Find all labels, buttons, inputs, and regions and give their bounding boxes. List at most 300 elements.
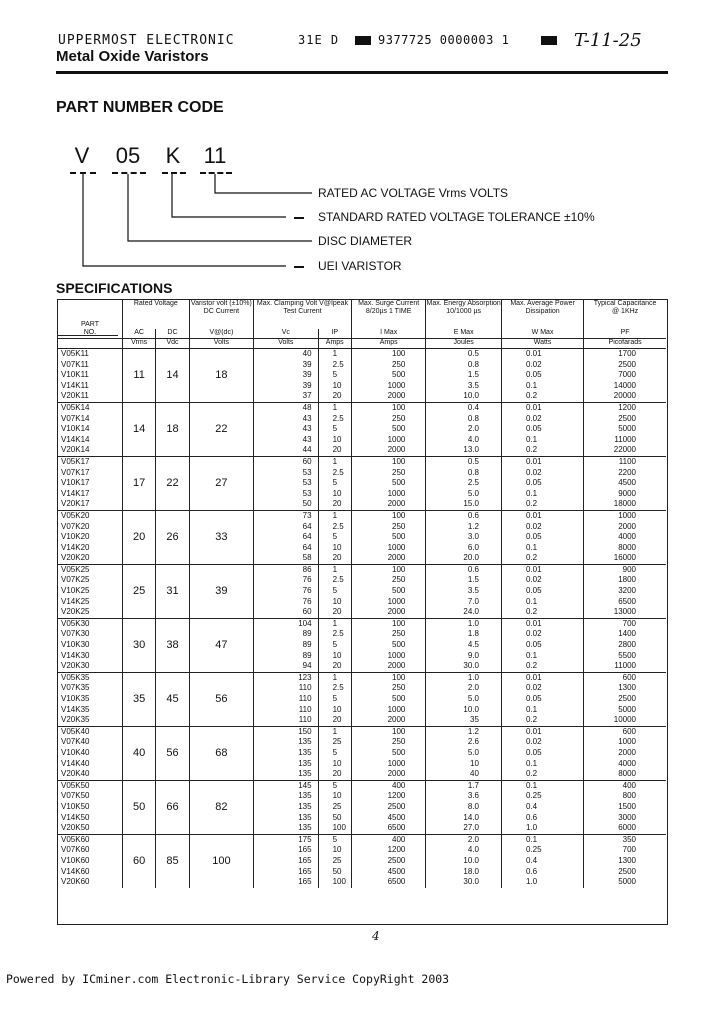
- max-power: 0.01: [501, 402, 583, 413]
- max-energy: 24.0: [426, 607, 502, 618]
- clamping-voltage: 43: [254, 414, 318, 425]
- company-name: UPPERMOST ELECTRONIC: [58, 33, 235, 48]
- capacitance: 3200: [618, 586, 636, 596]
- col-capacitance-header: Typical Capacitance @ 1KHz: [593, 300, 657, 315]
- table-row: [58, 672, 666, 683]
- table-row: [58, 564, 666, 575]
- col-vrms: Vrms: [122, 339, 155, 349]
- page-number: 4: [372, 929, 380, 943]
- capacitance: 2000: [618, 521, 636, 531]
- clamping-voltage: 89: [254, 629, 318, 640]
- max-energy: 2.0: [426, 424, 502, 435]
- annotation-rated-ac-voltage: RATED AC VOLTAGE Vrms VOLTS: [318, 186, 509, 200]
- max-surge-current: 2000: [351, 391, 425, 402]
- rated-dc-voltage: 85: [156, 834, 189, 887]
- col-watts: Watts: [501, 339, 583, 349]
- capacitance: 1200: [584, 402, 666, 413]
- peak-current: 1: [318, 564, 351, 575]
- rated-ac-voltage: 35: [122, 672, 155, 726]
- varistor-voltage: 82: [189, 780, 253, 834]
- clamping-voltage: 48: [254, 402, 318, 413]
- part-number: V20K50: [58, 823, 122, 834]
- peak-current: 1: [318, 510, 351, 521]
- clamping-voltage: 165: [254, 877, 318, 888]
- max-power: 0.25: [501, 845, 583, 856]
- part-number-code-title: PART NUMBER CODE: [56, 99, 224, 116]
- col-volts: Volts: [189, 339, 253, 349]
- capacitance: 1300: [618, 683, 636, 693]
- part-number: V05K50: [58, 780, 122, 791]
- max-energy: 1.2: [426, 522, 502, 533]
- rated-dc-voltage: 31: [156, 564, 189, 618]
- capacitance: 11000: [614, 434, 636, 444]
- max-power: 0.01: [501, 456, 583, 467]
- capacitance: 7000: [618, 370, 636, 380]
- max-surge-current: 2000: [351, 445, 425, 456]
- max-surge-current: 2000: [351, 499, 425, 510]
- part-number: V14K20: [58, 543, 122, 554]
- max-power: 0.01: [501, 564, 583, 575]
- max-power: 1.0: [501, 823, 583, 834]
- col-varistor-volt-header: Varistor volt (±10%) DC Current: [189, 300, 253, 329]
- max-surge-current: 100: [351, 618, 425, 629]
- max-power: 0.02: [501, 683, 583, 694]
- peak-current: 10: [318, 597, 351, 608]
- max-power: 0.6: [501, 867, 583, 878]
- capacitance: 1300: [618, 855, 636, 865]
- col-joules: Joules: [426, 339, 502, 349]
- peak-current: 2.5: [318, 629, 351, 640]
- varistor-voltage: 100: [189, 834, 253, 887]
- max-surge-current: 1000: [351, 705, 425, 716]
- clamping-voltage: 135: [254, 802, 318, 813]
- part-number: V20K11: [58, 391, 122, 402]
- max-energy: 2.0: [426, 834, 502, 845]
- max-surge-current: 1200: [351, 791, 425, 802]
- capacitance: 4000: [618, 758, 636, 768]
- doc-code-number: 9377725 0000003 1: [378, 33, 510, 47]
- part-number: V14K11: [58, 381, 122, 392]
- max-surge-current: 100: [351, 402, 425, 413]
- part-number: V05K30: [58, 618, 122, 629]
- capacitance: 2800: [618, 640, 636, 650]
- max-surge-current: 250: [351, 683, 425, 694]
- capacitance: 5000: [618, 704, 636, 714]
- col-rated-voltage-header: Rated Voltage: [122, 300, 189, 329]
- max-surge-current: 250: [351, 522, 425, 533]
- annotation-dash: [294, 266, 304, 268]
- capacitance: 4500: [618, 478, 636, 488]
- footer-copyright: Powered by ICminer.com Electronic-Library Service CopyRight 2003: [6, 972, 450, 986]
- capacitance: 3000: [618, 812, 636, 822]
- peak-current: 2.5: [318, 360, 351, 371]
- max-energy: 27.0: [426, 823, 502, 834]
- max-energy: 35: [426, 715, 502, 726]
- clamping-voltage: 39: [254, 360, 318, 371]
- max-power: 0.05: [501, 478, 583, 489]
- capacitance: 9000: [618, 488, 636, 498]
- clamping-voltage: 58: [254, 553, 318, 564]
- capacitance: 1000: [618, 737, 636, 747]
- part-number: V20K40: [58, 769, 122, 780]
- clamping-voltage: 135: [254, 748, 318, 759]
- max-energy: 1.8: [426, 629, 502, 640]
- part-number: V07K20: [58, 522, 122, 533]
- clamping-voltage: 135: [254, 737, 318, 748]
- max-power: 0.2: [501, 769, 583, 780]
- part-number: V20K20: [58, 553, 122, 564]
- max-energy: 7.0: [426, 597, 502, 608]
- code-char-voltage: 11: [203, 143, 227, 168]
- part-number: V07K50: [58, 791, 122, 802]
- max-surge-current: 500: [351, 370, 425, 381]
- peak-current: 20: [318, 769, 351, 780]
- part-number: V10K20: [58, 532, 122, 543]
- max-energy: 0.5: [426, 349, 502, 360]
- max-surge-current: 6500: [351, 823, 425, 834]
- max-power: 0.1: [501, 780, 583, 791]
- annotation-dash: [294, 217, 304, 219]
- annotation-tolerance: STANDARD RATED VOLTAGE TOLERANCE ±10%: [318, 210, 595, 224]
- part-number: V07K60: [58, 845, 122, 856]
- capacitance: 350: [584, 834, 666, 845]
- max-surge-current: 500: [351, 478, 425, 489]
- max-surge-current: 2500: [351, 856, 425, 867]
- capacitance: 6000: [618, 823, 636, 833]
- clamping-voltage: 53: [254, 478, 318, 489]
- max-energy: 4.0: [426, 435, 502, 446]
- max-power: 0.01: [501, 349, 583, 360]
- max-surge-current: 500: [351, 640, 425, 651]
- max-power: 0.02: [501, 522, 583, 533]
- col-pf: PF: [584, 329, 666, 339]
- code-char-tolerance: K: [165, 143, 181, 168]
- clamping-voltage: 76: [254, 597, 318, 608]
- rated-dc-voltage: 56: [156, 726, 189, 780]
- peak-current: 1: [318, 402, 351, 413]
- clamping-voltage: 64: [254, 543, 318, 554]
- max-surge-current: 100: [351, 456, 425, 467]
- part-number: V10K35: [58, 694, 122, 705]
- clamping-voltage: 145: [254, 780, 318, 791]
- part-number: V10K11: [58, 370, 122, 381]
- max-surge-current: 250: [351, 737, 425, 748]
- rated-ac-voltage: 20: [122, 510, 155, 564]
- peak-current: 1: [318, 456, 351, 467]
- capacitance: 2500: [618, 866, 636, 876]
- capacitance: 1500: [618, 801, 636, 811]
- capacitance: 1100: [584, 456, 666, 467]
- peak-current: 10: [318, 845, 351, 856]
- code-char-diameter: 05: [115, 143, 141, 168]
- peak-current: 2.5: [318, 468, 351, 479]
- capacitance: 600: [584, 726, 666, 737]
- max-surge-current: 1000: [351, 597, 425, 608]
- clamping-voltage: 60: [254, 456, 318, 467]
- max-energy: 3.0: [426, 532, 502, 543]
- clamping-voltage: 135: [254, 769, 318, 780]
- max-surge-current: 2000: [351, 607, 425, 618]
- col-amps: Amps: [351, 339, 425, 349]
- clamping-voltage: 64: [254, 532, 318, 543]
- capacitance: 1700: [584, 349, 666, 360]
- part-number: V14K40: [58, 759, 122, 770]
- col-v1ma: V@(dc): [189, 329, 253, 339]
- max-energy: 3.5: [426, 381, 502, 392]
- max-energy: 1.7: [426, 780, 502, 791]
- table-row: [58, 402, 666, 413]
- peak-current: 2.5: [318, 414, 351, 425]
- doc-code-prefix: 31E D: [298, 33, 340, 47]
- part-number: V07K25: [58, 575, 122, 586]
- clamping-voltage: 165: [254, 856, 318, 867]
- peak-current: 5: [318, 834, 351, 845]
- rated-ac-voltage: 60: [122, 834, 155, 887]
- col-amps: Amps: [318, 339, 351, 349]
- max-energy: 5.0: [426, 694, 502, 705]
- part-number: V10K14: [58, 424, 122, 435]
- peak-current: 100: [318, 823, 351, 834]
- max-power: 0.02: [501, 737, 583, 748]
- part-number: V05K20: [58, 510, 122, 521]
- capacitance: 2500: [618, 413, 636, 423]
- peak-current: 10: [318, 435, 351, 446]
- capacitance: 2000: [618, 747, 636, 757]
- max-energy: 3.6: [426, 791, 502, 802]
- max-power: 0.01: [501, 618, 583, 629]
- capacitance: 16000: [613, 553, 636, 563]
- max-energy: 15.0: [426, 499, 502, 510]
- max-energy: 0.6: [426, 510, 502, 521]
- clamping-voltage: 64: [254, 522, 318, 533]
- max-power: 0.1: [501, 597, 583, 608]
- col-ac: AC: [122, 329, 155, 339]
- max-surge-current: 250: [351, 360, 425, 371]
- col-picofarads: Picofarads: [608, 339, 642, 346]
- max-surge-current: 6500: [351, 877, 425, 888]
- max-energy: 40: [426, 769, 502, 780]
- table-row: [58, 726, 666, 737]
- max-energy: 30.0: [426, 661, 502, 672]
- max-power: 0.1: [501, 381, 583, 392]
- max-power: 0.4: [501, 802, 583, 813]
- max-surge-current: 100: [351, 564, 425, 575]
- max-surge-current: 250: [351, 629, 425, 640]
- max-power: 0.01: [501, 510, 583, 521]
- part-number: V14K50: [58, 813, 122, 824]
- part-number: V20K60: [58, 877, 122, 888]
- max-energy: 0.6: [426, 564, 502, 575]
- part-number: V05K17: [58, 456, 122, 467]
- part-number: V14K60: [58, 867, 122, 878]
- clamping-voltage: 89: [254, 640, 318, 651]
- peak-current: 5: [318, 532, 351, 543]
- peak-current: 50: [318, 813, 351, 824]
- rated-ac-voltage: 11: [122, 349, 155, 403]
- table-row: [58, 456, 666, 467]
- max-energy: 1.0: [426, 618, 502, 629]
- part-number: V10K50: [58, 802, 122, 813]
- rated-dc-voltage: 38: [156, 618, 189, 672]
- handwritten-note: T-11-25: [574, 30, 642, 51]
- max-energy: 1.0: [426, 672, 502, 683]
- table-row: [58, 834, 666, 845]
- max-power: 0.1: [501, 705, 583, 716]
- max-energy: 1.5: [426, 370, 502, 381]
- part-number: V07K40: [58, 737, 122, 748]
- clamping-voltage: 43: [254, 435, 318, 446]
- max-power: 0.2: [501, 445, 583, 456]
- max-energy: 0.8: [426, 414, 502, 425]
- peak-current: 5: [318, 640, 351, 651]
- max-energy: 0.8: [426, 468, 502, 479]
- clamping-voltage: 94: [254, 661, 318, 672]
- peak-current: 20: [318, 391, 351, 402]
- part-number: V05K40: [58, 726, 122, 737]
- max-surge-current: 100: [351, 349, 425, 360]
- part-number: V20K35: [58, 715, 122, 726]
- clamping-voltage: 135: [254, 759, 318, 770]
- max-energy: 3.5: [426, 586, 502, 597]
- peak-current: 2.5: [318, 683, 351, 694]
- col-clamping-header: Max. Clamping Volt V@Ipeak Test Current: [254, 300, 352, 329]
- peak-current: 10: [318, 791, 351, 802]
- varistor-voltage: 27: [189, 456, 253, 510]
- clamping-voltage: 39: [254, 381, 318, 392]
- col-power-header: Max. Average Power Dissipation: [501, 300, 583, 329]
- part-number: V10K40: [58, 748, 122, 759]
- clamping-voltage: 73: [254, 510, 318, 521]
- peak-current: 10: [318, 651, 351, 662]
- peak-current: 1: [318, 672, 351, 683]
- col-part-header: PART: [58, 300, 122, 329]
- col-blank: [58, 339, 122, 349]
- max-surge-current: 100: [351, 672, 425, 683]
- max-power: 0.05: [501, 424, 583, 435]
- rated-ac-voltage: 40: [122, 726, 155, 780]
- capacitance: 2200: [618, 467, 636, 477]
- clamping-voltage: 150: [254, 726, 318, 737]
- max-surge-current: 2000: [351, 715, 425, 726]
- peak-current: 25: [318, 802, 351, 813]
- rated-dc-voltage: 66: [156, 780, 189, 834]
- max-power: 0.2: [501, 553, 583, 564]
- max-surge-current: 1000: [351, 381, 425, 392]
- max-power: 0.2: [501, 607, 583, 618]
- col-wmax: W Max: [501, 329, 583, 339]
- max-power: 0.05: [501, 748, 583, 759]
- max-surge-current: 100: [351, 726, 425, 737]
- col-imax: I Max: [351, 329, 425, 339]
- max-power: 0.1: [501, 435, 583, 446]
- clamping-voltage: 110: [254, 694, 318, 705]
- max-surge-current: 2000: [351, 769, 425, 780]
- part-header-rule: [58, 335, 118, 336]
- clamping-voltage: 43: [254, 424, 318, 435]
- col-surge-header: Max. Surge Current 8/20µs 1 TIME: [351, 300, 425, 329]
- part-number: V10K17: [58, 478, 122, 489]
- rated-dc-voltage: 14: [156, 349, 189, 403]
- peak-current: 2.5: [318, 522, 351, 533]
- rated-dc-voltage: 26: [156, 510, 189, 564]
- max-power: 0.4: [501, 856, 583, 867]
- max-surge-current: 1200: [351, 845, 425, 856]
- peak-current: 5: [318, 586, 351, 597]
- max-energy: 5.0: [426, 748, 502, 759]
- varistor-voltage: 33: [189, 510, 253, 564]
- max-energy: 8.0: [426, 802, 502, 813]
- max-power: 0.05: [501, 640, 583, 651]
- max-power: 0.02: [501, 360, 583, 371]
- clamping-voltage: 165: [254, 845, 318, 856]
- peak-current: 1: [318, 726, 351, 737]
- max-energy: 0.4: [426, 402, 502, 413]
- capacitance: 5000: [618, 877, 636, 887]
- clamping-voltage: 39: [254, 370, 318, 381]
- max-power: 0.2: [501, 499, 583, 510]
- capacitance: 700: [622, 845, 636, 855]
- max-power: 0.05: [501, 532, 583, 543]
- max-energy: 0.5: [426, 456, 502, 467]
- col-vc: Vc: [254, 329, 318, 339]
- max-power: 0.1: [501, 759, 583, 770]
- max-surge-current: 500: [351, 748, 425, 759]
- max-energy: 5.0: [426, 489, 502, 500]
- varistor-voltage: 68: [189, 726, 253, 780]
- max-surge-current: 500: [351, 586, 425, 597]
- clamping-voltage: 53: [254, 489, 318, 500]
- part-number: V20K17: [58, 499, 122, 510]
- annotation-uei-varistor: UEI VARISTOR: [318, 259, 402, 273]
- max-energy: 18.0: [426, 867, 502, 878]
- peak-current: 20: [318, 661, 351, 672]
- clamping-voltage: 110: [254, 683, 318, 694]
- peak-current: 20: [318, 445, 351, 456]
- capacitance: 600: [584, 672, 666, 683]
- capacitance: 18000: [613, 499, 636, 509]
- peak-current: 20: [318, 715, 351, 726]
- max-power: 0.02: [501, 629, 583, 640]
- col-dc: DC: [156, 329, 189, 339]
- max-energy: 30.0: [426, 877, 502, 888]
- clamping-voltage: 44: [254, 445, 318, 456]
- peak-current: 10: [318, 759, 351, 770]
- clamping-voltage: 89: [254, 651, 318, 662]
- part-number: V10K25: [58, 586, 122, 597]
- varistor-voltage: 18: [189, 349, 253, 403]
- part-number: V05K11: [58, 349, 122, 360]
- max-energy: 10: [426, 759, 502, 770]
- peak-current: 5: [318, 478, 351, 489]
- peak-current: 10: [318, 543, 351, 554]
- part-number: V07K14: [58, 414, 122, 425]
- part-number: V07K30: [58, 629, 122, 640]
- part-number: V05K25: [58, 564, 122, 575]
- max-surge-current: 400: [351, 780, 425, 791]
- col-part-no: NO.: [58, 329, 122, 339]
- code-leader-lines: [0, 0, 720, 300]
- max-surge-current: 2500: [351, 802, 425, 813]
- varistor-voltage: 56: [189, 672, 253, 726]
- part-number: V10K30: [58, 640, 122, 651]
- peak-current: 20: [318, 553, 351, 564]
- max-power: 0.05: [501, 586, 583, 597]
- peak-current: 20: [318, 607, 351, 618]
- part-number: V14K35: [58, 705, 122, 716]
- peak-current: 50: [318, 867, 351, 878]
- peak-current: 5: [318, 370, 351, 381]
- peak-current: 20: [318, 499, 351, 510]
